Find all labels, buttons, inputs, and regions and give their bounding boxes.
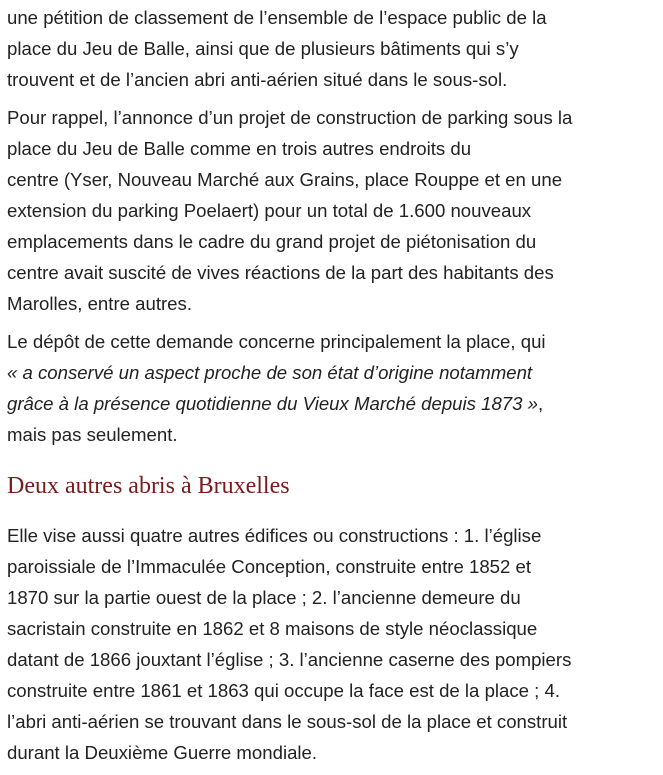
quote-text: grâce à la présence quotidienne du Vieux Marché depuis 1873 »: [7, 393, 538, 414]
text-line: datant de 1866 jouxtant l’église ; 3. l’ancienne caserne des pompiers: [7, 649, 572, 670]
text-line: 1870 sur la partie ouest de la place ; 2. l’ancienne demeure du: [7, 587, 521, 608]
text-line: Pour rappel, l’annonce d’un projet de construction de parking sous la: [7, 107, 573, 128]
quote-line: [7, 357, 657, 388]
text-line: centre (Yser, Nouveau Marché aux Grains, place Rouppe et en une: [7, 169, 563, 190]
text-line: une pétition de classement de l’ensemble de l’espace public de la: [7, 7, 547, 28]
text-line: paroissiale de l’Immaculée Conception, construite entre 1852 et: [7, 556, 532, 577]
section-heading: Deux autres abris à Bruxelles: [7, 473, 290, 499]
article-paragraph-parking: [7, 102, 657, 319]
quote-tail: ,: [537, 393, 544, 414]
article-paragraph-petition: [7, 2, 657, 95]
text-line: place du Jeu de Balle, ainsi que de plusieurs bâtiments qui s’y: [7, 38, 519, 59]
text-line: place du Jeu de Balle comme en trois autres endroits du: [7, 138, 472, 159]
text-line: mais pas seulement.: [7, 424, 178, 445]
quote-text: « a conservé un aspect proche de son état d’origine notamment: [7, 362, 533, 383]
text-line: construite entre 1861 et 1863 qui occupe la face est de la place ; 4.: [7, 680, 561, 701]
quote-line: [7, 388, 657, 419]
text-line: sacristain construite en 1862 et 8 maisons de style néoclassique: [7, 618, 538, 639]
text-line: extension du parking Poelaert) pour un total de 1.600 nouveaux: [7, 200, 532, 221]
text-line: Le dépôt de cette demande concerne principalement la place, qui: [7, 331, 546, 352]
text-line: centre avait suscité de vives réactions de la part des habitants des: [7, 262, 554, 283]
article-paragraph-edifices: [7, 520, 657, 768]
article-body: [7, 0, 657, 775]
text-line: emplacements dans le cadre du grand projet de piétonisation du: [7, 231, 537, 252]
text-line: durant la Deuxième Guerre mondiale.: [7, 742, 318, 763]
text-line: trouvent et de l’ancien abri anti-aérien situé dans le sous-sol.: [7, 69, 508, 90]
text-line: Marolles, entre autres.: [7, 293, 192, 314]
article-paragraph-demande: [7, 326, 657, 450]
text-line: Elle vise aussi quatre autres édifices ou constructions : 1. l’église: [7, 525, 542, 546]
text-line: l’abri anti-aérien se trouvant dans le sous-sol de la place et construit: [7, 711, 568, 732]
